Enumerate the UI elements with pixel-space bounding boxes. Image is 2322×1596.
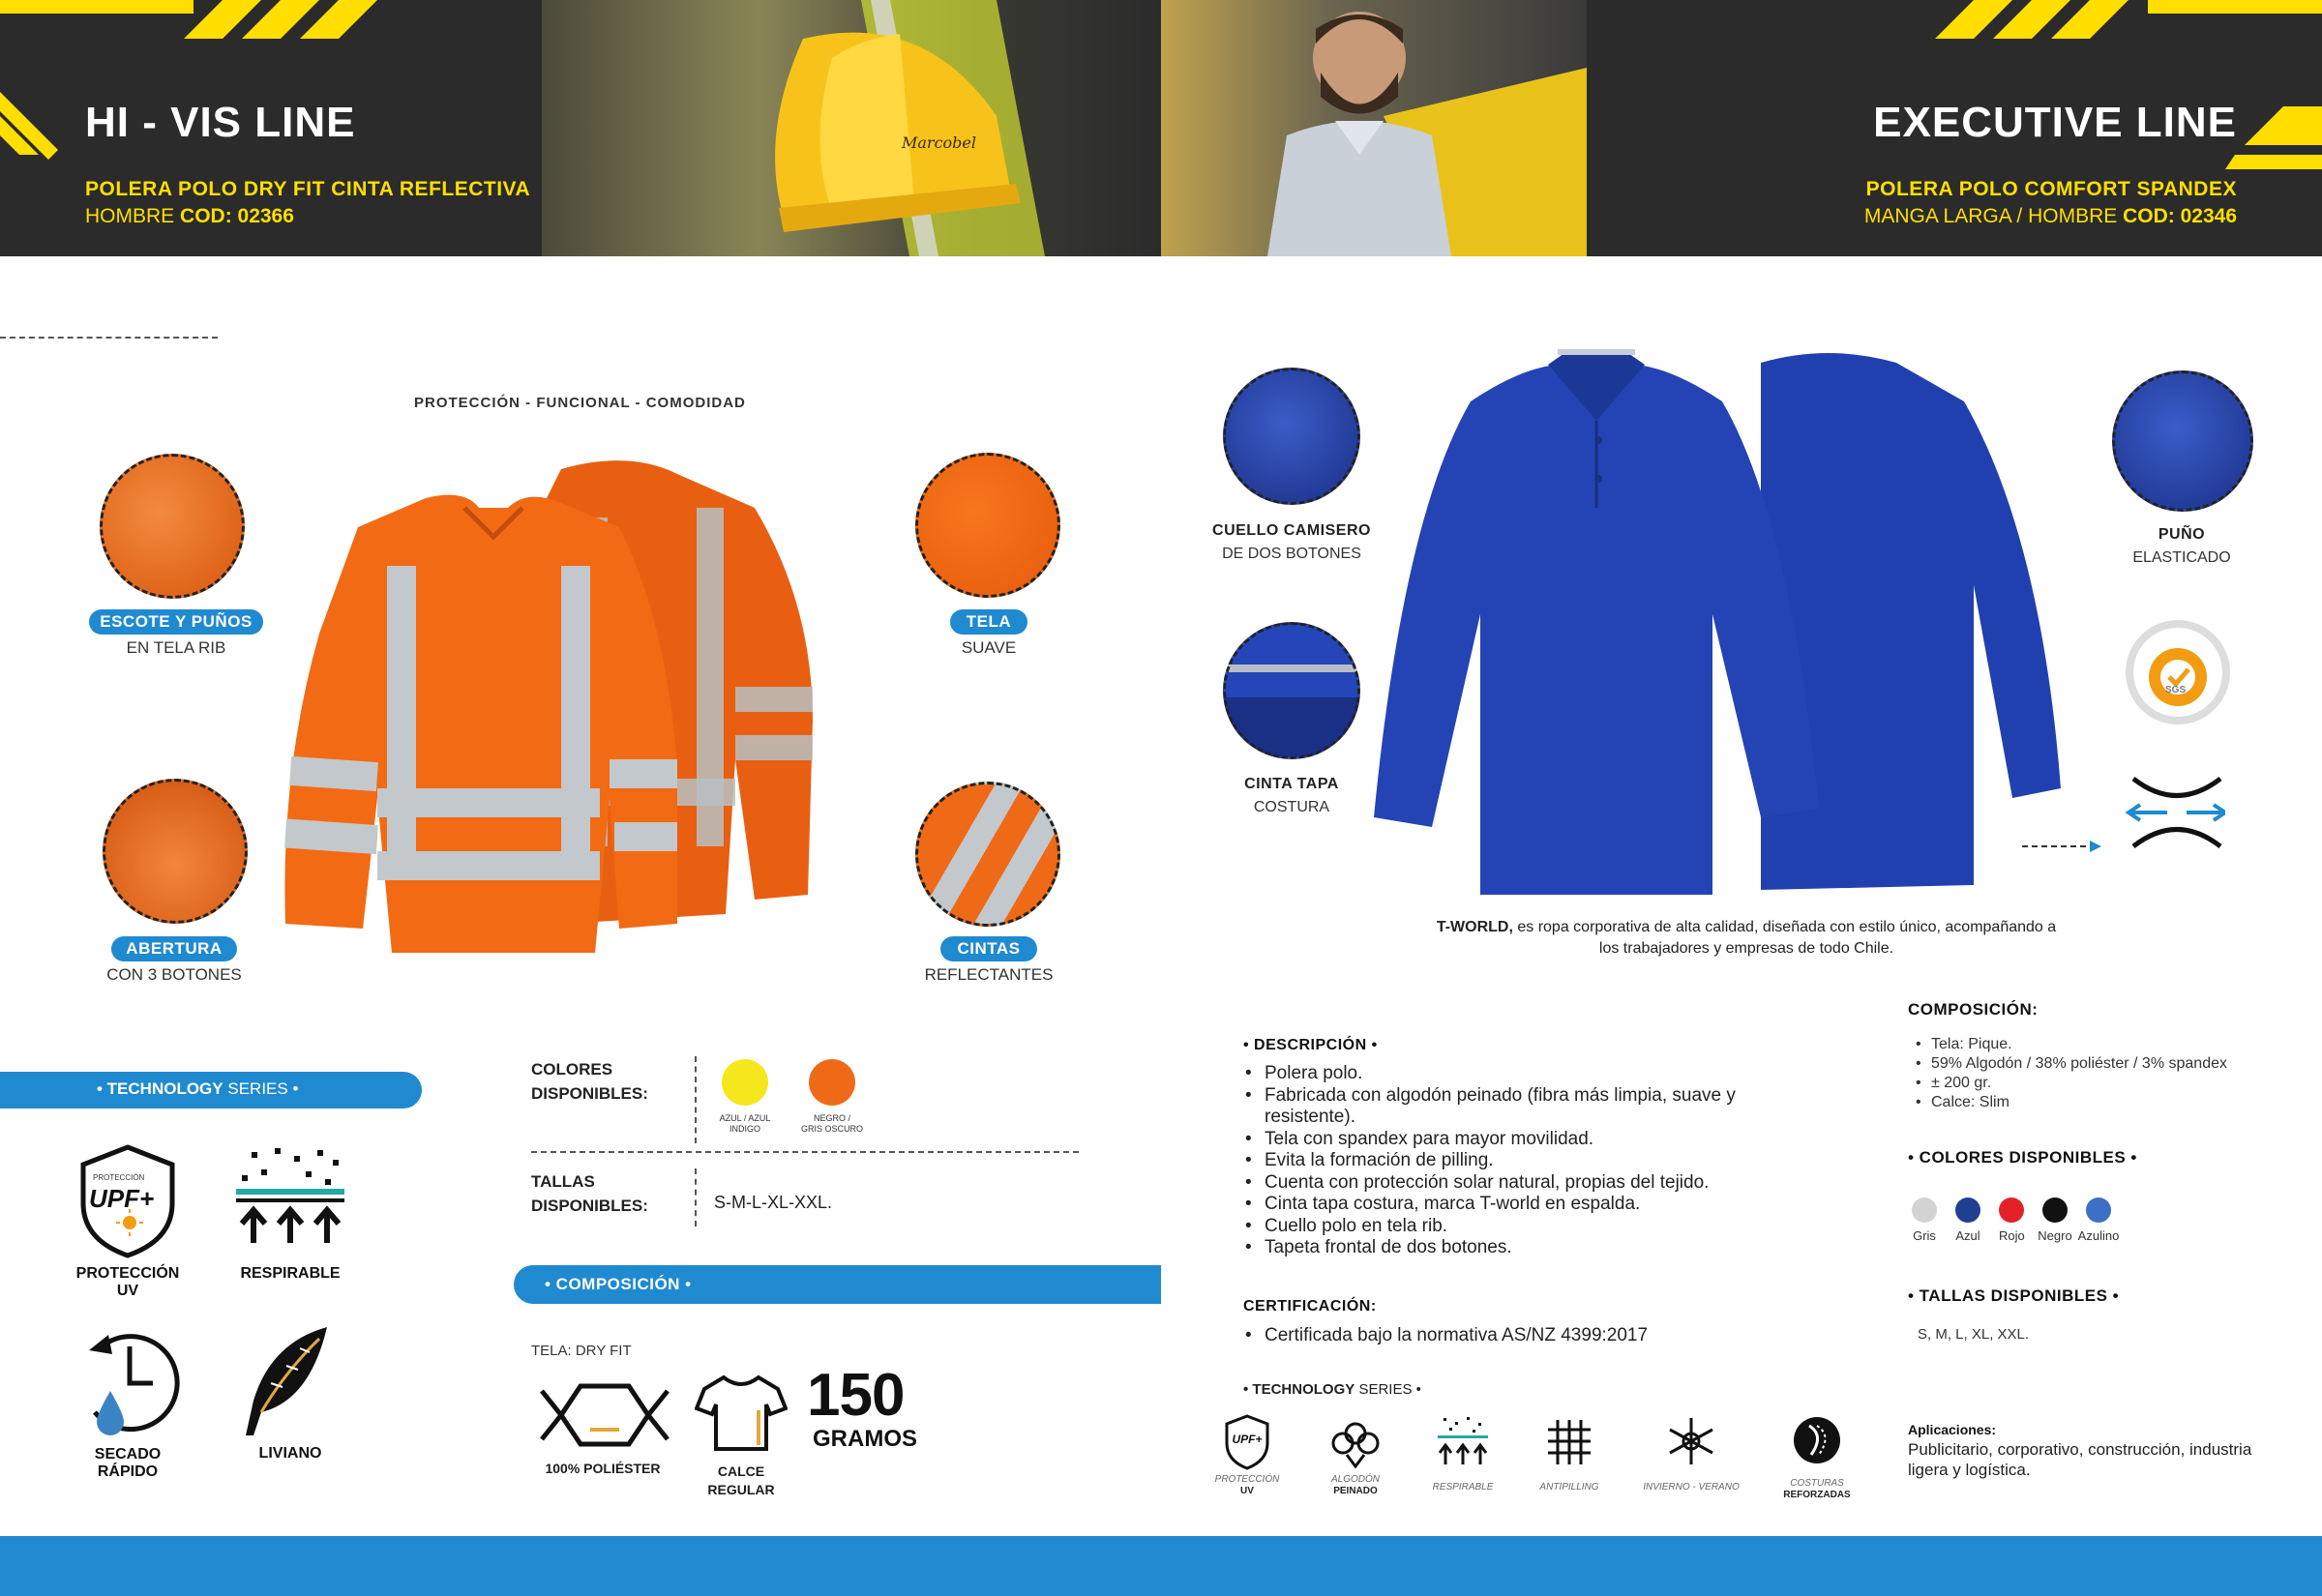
tech-label-antipilling: ANTIPILLING bbox=[1539, 1482, 1599, 1493]
color-dot-azulino bbox=[2086, 1197, 2111, 1223]
breathable-icon bbox=[232, 1146, 348, 1253]
list-item: • Cinta tapa costura, marca T-world en espalda. bbox=[1245, 1194, 1826, 1216]
list-item: • Certificada bajo la normativa AS/NZ 4399:2017 bbox=[1245, 1325, 1826, 1347]
color-swatch-yellow bbox=[722, 1059, 768, 1106]
feature-title-collar: CUELLO CAMISERO bbox=[1212, 522, 1371, 539]
composicion-list bbox=[1914, 1035, 2262, 1112]
upf-icon-badge: UPF+ bbox=[1232, 1433, 1263, 1446]
executive-product-code: MANGA LARGA / HOMBRE COD: 02346 bbox=[1863, 205, 2237, 227]
color-swatch-item: Rojo bbox=[1999, 1197, 2024, 1243]
polyester-molecule-icon bbox=[532, 1372, 677, 1449]
seam-tape-detail-circle bbox=[1223, 622, 1360, 759]
certified-badge-icon bbox=[2125, 619, 2231, 725]
tallas-disponibles-title: • TALLAS DISPONIBLES • bbox=[1908, 1286, 2120, 1305]
cuff-detail-circle bbox=[100, 454, 245, 599]
list-item: • Cuello polo en tela rib. bbox=[1245, 1216, 1826, 1238]
color-swatch-item: Azul bbox=[1955, 1197, 1980, 1243]
hivis-product-name: POLERA POLO DRY FIT CINTA REFLECTIVA bbox=[85, 178, 531, 200]
tallas-list: S, M, L, XL, XXL. bbox=[1918, 1326, 2030, 1343]
list-item: • 59% Algodón / 38% poliéster / 3% spandex bbox=[1914, 1054, 2262, 1074]
hivis-tagline: PROTECCIÓN - FUNCIONAL - COMODIDAD bbox=[414, 395, 746, 411]
executive-line-title: EXECUTIVE LINE bbox=[1873, 99, 2237, 146]
certificacion-list bbox=[1245, 1325, 1826, 1347]
colors-available-title: COLORES DISPONIBLES: bbox=[531, 1060, 648, 1103]
feature-title-seam-tape: CINTA TAPA bbox=[1244, 776, 1339, 792]
list-item: • ± 200 gr. bbox=[1914, 1074, 2262, 1093]
upf-icon bbox=[1223, 1414, 1271, 1470]
vertical-divider-sizes bbox=[695, 1168, 697, 1227]
tech-label-uv: PROTECCIÓN UV bbox=[75, 1265, 180, 1300]
reflective-tape-detail-circle bbox=[915, 782, 1060, 927]
color-dot-negro bbox=[2042, 1197, 2068, 1223]
list-item: • Tela: Pique. bbox=[1914, 1035, 2262, 1054]
cuff-detail-circle-executive bbox=[2112, 370, 2253, 512]
tech-label-uv-small: PROTECCIÓN UV bbox=[1214, 1474, 1280, 1496]
feature-subtitle-seam-tape: COSTURA bbox=[1253, 799, 1330, 815]
color-dot-rojo bbox=[1999, 1197, 2024, 1223]
feature-subtitle-collar: DE DOS BOTONES bbox=[1222, 546, 1361, 562]
descripcion-list bbox=[1245, 1063, 1826, 1259]
tech-label-breathable: RESPIRABLE bbox=[240, 1265, 341, 1282]
feature-title-tapes: CINTAS bbox=[940, 936, 1037, 961]
upf-badge-text: UPF+ bbox=[89, 1184, 155, 1213]
tech-label-reinforced: COSTURAS REFORZADAS bbox=[1783, 1478, 1851, 1500]
color-swatches-executive bbox=[1912, 1197, 2120, 1243]
composition-bar: • COMPOSICIÓN • bbox=[514, 1265, 1161, 1304]
collar-detail-circle bbox=[103, 779, 248, 924]
brand-description: T-WORLD, es ropa corporativa de alta calidad, diseñada con estilo único, acompañando a los trabajadores y empresas de todo Chile. bbox=[1436, 919, 2057, 957]
hivis-line-title: HI - VIS LINE bbox=[85, 99, 356, 146]
color-dot-azul bbox=[1955, 1197, 1980, 1223]
color-swatch-item: Gris bbox=[1912, 1197, 1937, 1243]
quick-dry-icon bbox=[75, 1325, 184, 1443]
color-swatch-item: Negro bbox=[2042, 1197, 2068, 1243]
polyester-label: 100% POLIÉSTER bbox=[545, 1461, 661, 1476]
header-banner bbox=[0, 0, 2322, 256]
hardhat-photo bbox=[542, 0, 1161, 256]
certified-badge-text: SGS bbox=[2165, 685, 2187, 695]
list-item: • Fabricada con algodón peinado (fibra más limpia, suave y resistente). bbox=[1245, 1085, 1826, 1129]
feature-title-cuffs: ESCOTE Y PUÑOS bbox=[89, 609, 263, 635]
feature-subtitle-opening: CON 3 BOTONES bbox=[106, 965, 242, 984]
colores-disponibles-title: • COLORES DISPONIBLES • bbox=[1908, 1148, 2137, 1167]
color-dot-gris bbox=[1912, 1197, 1937, 1223]
feature-title-cuff: PUÑO bbox=[2158, 526, 2206, 543]
cotton-icon bbox=[1327, 1416, 1384, 1468]
dashed-divider bbox=[0, 337, 218, 339]
list-item: • Tela con spandex para mayor movilidad. bbox=[1245, 1129, 1826, 1151]
tech-label-winter-summer: INVIERNO - VERANO bbox=[1643, 1482, 1740, 1493]
technology-series-bar: • TECHNOLOGY SERIES • bbox=[0, 1072, 422, 1108]
upf-badge-caption: PROTECCIÓN bbox=[93, 1173, 145, 1182]
executive-shirts-illustration bbox=[1374, 343, 2070, 924]
weight-number: 150 bbox=[807, 1362, 905, 1429]
horizontal-divider bbox=[531, 1151, 1079, 1153]
list-item: • Calce: Slim bbox=[1914, 1093, 2262, 1112]
aplicaciones-title: Aplicaciones: bbox=[1908, 1422, 1997, 1437]
certificacion-title: CERTIFICACIÓN: bbox=[1243, 1298, 1377, 1315]
feature-subtitle-cuff: ELASTICADO bbox=[2132, 549, 2231, 566]
tech-label-breathable-small: RESPIRABLE bbox=[1432, 1482, 1494, 1493]
list-item: • Polera polo. bbox=[1245, 1063, 1826, 1085]
feature-subtitle-tapes: REFLECTANTES bbox=[924, 965, 1054, 984]
fabric-detail-circle bbox=[915, 453, 1060, 598]
hivis-product-code: HOMBRE COD: 02366 bbox=[85, 205, 294, 227]
color-label-yellow: AZUL / AZUL INDIGO bbox=[719, 1113, 771, 1134]
breathable-icon-small bbox=[1436, 1416, 1490, 1468]
executive-model-photo bbox=[1161, 0, 1587, 256]
stretch-arrows-icon bbox=[2022, 774, 2225, 861]
feather-icon bbox=[232, 1323, 339, 1443]
sizes-available-title: TALLAS DISPONIBLES: bbox=[531, 1172, 648, 1215]
hivis-shirts-illustration bbox=[271, 450, 851, 972]
tech-label-quick-dry: SECADO RÁPIDO bbox=[94, 1446, 162, 1481]
technology-series-title: • TECHNOLOGY SERIES • bbox=[1243, 1381, 1421, 1398]
list-item: • Tapeta frontal de dos botones. bbox=[1245, 1237, 1826, 1259]
helmet-logo: Marcobel bbox=[902, 133, 976, 152]
antipilling-icon bbox=[1544, 1416, 1594, 1468]
descripcion-title: • DESCRIPCIÓN • bbox=[1243, 1037, 1378, 1053]
vertical-divider-colors bbox=[695, 1056, 697, 1143]
list-item: • Cuenta con protección solar natural, propias del tejido. bbox=[1245, 1172, 1826, 1195]
feature-subtitle-fabric: SUAVE bbox=[961, 638, 1017, 657]
aplicaciones-text: Publicitario, corporativo, construcción, industria ligera y logística. bbox=[1908, 1440, 2252, 1479]
list-item: • Evita la formación de pilling. bbox=[1245, 1150, 1826, 1172]
fit-label: CALCE REGULAR bbox=[707, 1463, 775, 1497]
footer-bar bbox=[0, 1536, 2322, 1596]
color-swatch-item: Azulino bbox=[2086, 1197, 2111, 1243]
feature-title-fabric: TELA bbox=[950, 609, 1027, 635]
sizes-list: S-M-L-XL-XXL. bbox=[714, 1193, 833, 1212]
executive-product-name: POLERA POLO COMFORT SPANDEX bbox=[1865, 178, 2237, 200]
composicion-title: COMPOSICIÓN: bbox=[1908, 1000, 2039, 1019]
color-swatch-orange bbox=[809, 1059, 855, 1106]
feature-title-opening: ABERTURA bbox=[111, 936, 237, 961]
tshirt-fit-icon bbox=[695, 1372, 788, 1453]
tech-label-cotton: ALGODÓN PEINADO bbox=[1330, 1474, 1380, 1496]
winter-summer-icon bbox=[1664, 1414, 1718, 1468]
fabric-label: TELA: DRY FIT bbox=[531, 1343, 632, 1359]
tech-label-lightweight: LIVIANO bbox=[258, 1445, 322, 1462]
collar-detail-circle-executive bbox=[1223, 368, 1360, 505]
weight-unit: GRAMOS bbox=[813, 1426, 917, 1452]
color-label-orange: NEGRO / GRIS OSCURO bbox=[800, 1113, 863, 1134]
feature-subtitle-cuffs: EN TELA RIB bbox=[126, 638, 226, 657]
reinforced-seams-icon bbox=[1792, 1414, 1842, 1466]
